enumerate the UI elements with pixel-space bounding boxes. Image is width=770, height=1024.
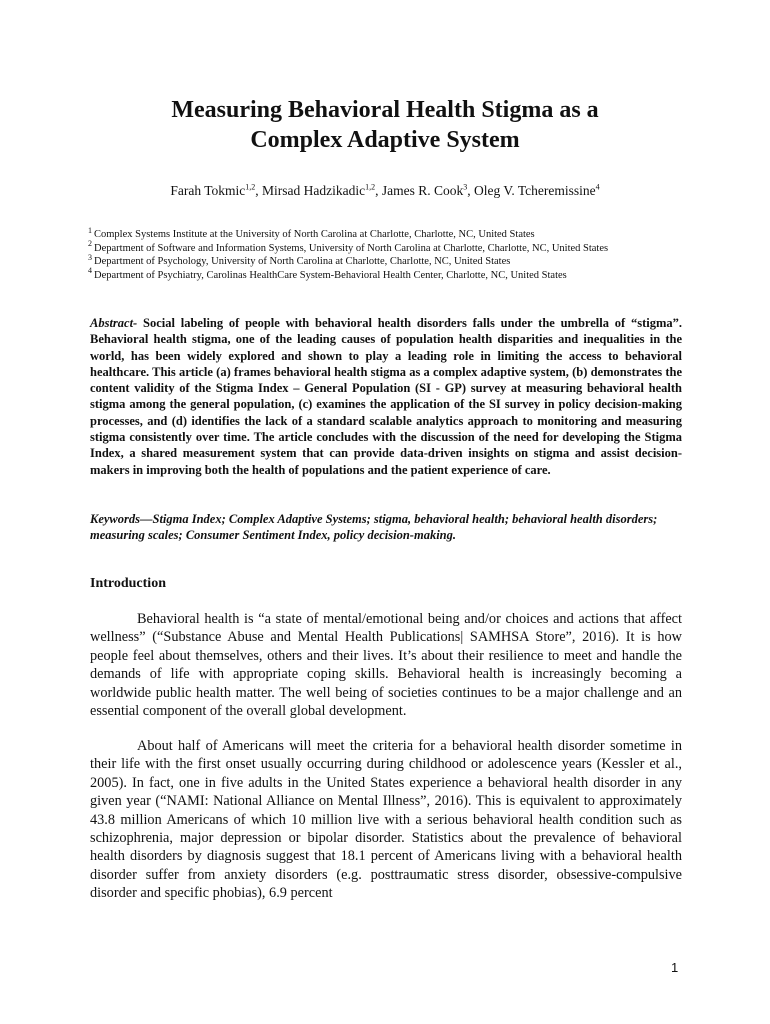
author: Farah Tokmic$^{1,2}$, (170, 182, 262, 198)
paper-title (0, 95, 770, 155)
affiliation: $^3$ Department of Psychology, University of North Carolina at Charlotte, Charlotte, NC, United States (88, 252, 511, 267)
abstract-label: Abstract- (90, 316, 138, 330)
author-list (0, 182, 770, 200)
keywords: Keywords—Stigma Index; Complex Adaptive Systems; stigma, behavioral health; behavioral health disorders; measuring scales; Consumer Sentiment Index, policy decision-making. (90, 512, 658, 543)
title-line-2: Complex Adaptive System (250, 127, 520, 153)
affiliation-list (88, 225, 708, 282)
section-heading-introduction: Introduction (90, 576, 166, 591)
title-line-1: Measuring Behavioral Health Stigma as a (171, 97, 599, 123)
page-number: 1 (671, 960, 679, 975)
affiliation: $^4$ Department of Psychiatry, Carolinas HealthCare System-Behavioral Health Center, Charlotte, NC, United States (88, 266, 567, 281)
affiliation: $^2$ Department of Software and Information Systems, University of North Carolina at Charlotte, Charlotte, NC, United States (88, 239, 609, 254)
paragraph: About half of Americans will meet the criteria for a behavioral health disorder sometime in their life with the first onset usually occurring during childhood or adolescence years (Kessler et al., 2005). In fact, one in five adults in the United States experience a behavioral health disorder in any given year (“NAMI: National Alliance on Mental Illness”, 2016). This is equivalent to approximately 43.8 million Americans of which 10 million live with a serious behavioral health condition such as schizophrenia, major depression or bipolar disorder. Statistics about the prevalence of behavioral health disorders by diagnosis suggest that 18.1 percent of Americans living with a behavioral health disorder suffer from anxiety disorders (e.g. posttraumatic stress disorder, obsessive-compulsive disorder and specific phobias), 6.9 percent (90, 738, 682, 902)
author: Oleg V. Tcheremissine$^4$ (473, 182, 600, 198)
author: James R. Cook$^3$, (381, 182, 474, 198)
abstract-body: Social labeling of people with behavioral health disorders falls under the umbrella of “stigma”. Behavioral health stigma, one of the leading causes of population health disparities and inequalities in the world, has been widely explored and shown to play a leading role in limiting the access to behavioral healthcare. This article (a) frames behavioral health stigma as a complex adaptive system, (b) demonstrates the content validity of the Stigma Index – General Population (SI - GP) survey at measuring behavioral health stigma among the general population, (c) examines the application of the SI survey in policy decision-making processes, and (d) identifies the lack of a standard scalable analytics approach to monitoring and measuring stigma consistently over time. The article concludes with the discussion of the need for developing the Stigma Index, a shared measurement system that can provide data-driven insights on stigma and assist decision-makers in improving both the health of populations and the patient experience of care. (90, 316, 682, 477)
author: Mirsad Hadzikadic$^{1,2}$, (262, 182, 382, 198)
affiliation: $^1$ Complex Systems Institute at the University of North Carolina at Charlotte, Charlotte, NC, United States (88, 225, 535, 240)
abstract (90, 315, 682, 478)
paragraph: Behavioral health is “a state of mental/emotional being and/or choices and actions that affect wellness” (“Substance Abuse and Mental Health Publications| SAMHSA Store”, 2016). It is how people feel about themselves, others and their lives. It’s about their resilience to meet and handle the demands of life with appropriate coping skills. Behavioral health is increasingly becoming a worldwide public health matter. The well being of societies continues to be a major challenge and an essential component of the overall global development. (90, 611, 682, 720)
